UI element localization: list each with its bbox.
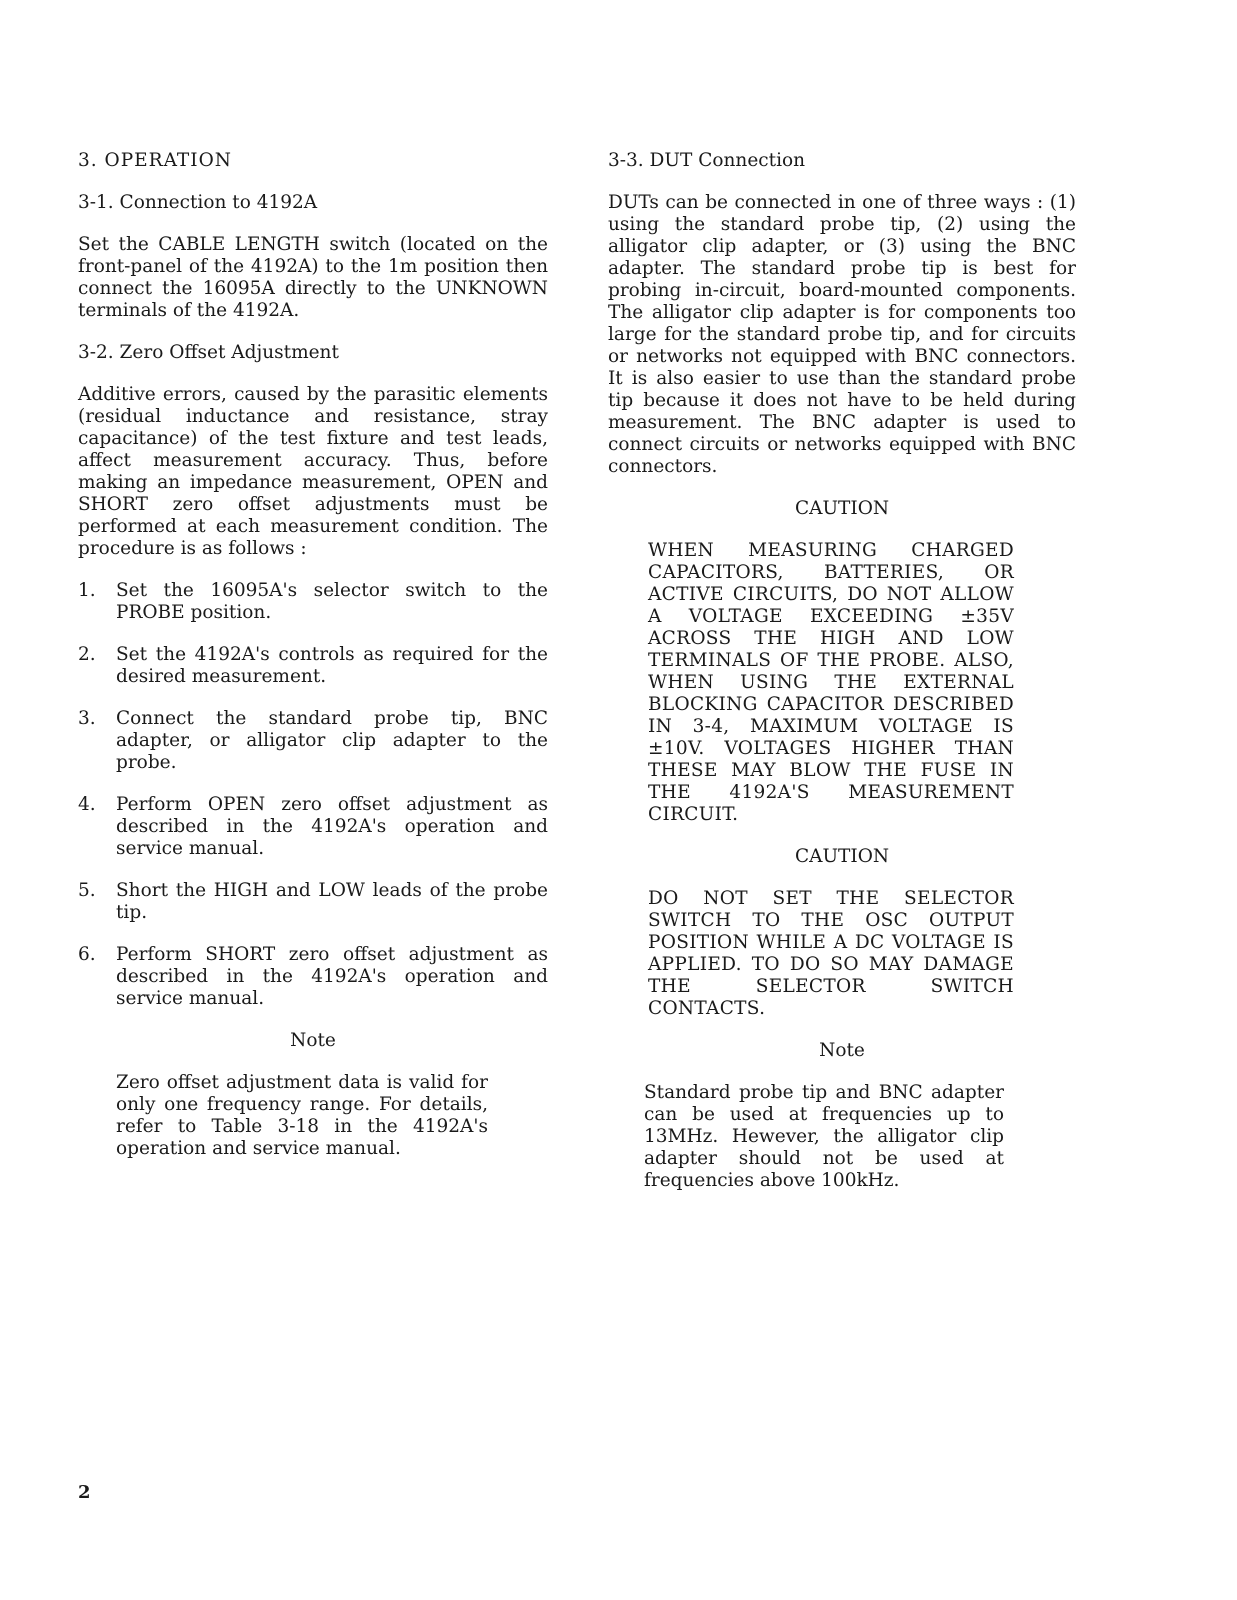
section-title: 3. OPERATION — [78, 150, 232, 171]
left-column — [78, 150, 548, 1180]
dut-connection-paragraph: DUTs can be connected in one of three ways : (1) using the standard probe tip, (2) using the alligator clip adapter, or (3) using the BNC adapter. The standard probe tip is best for probing in-circuit, board-mounted components. The alligator clip adapter is for components too large for the standard probe tip, and for circuits or networks not equipped with BNC connectors. It is also easier to use than the standard probe tip because it does not have to be held during measurement. The BNC adapter is used to connect circuits or networks equipped with BNC connectors. — [608, 192, 1076, 477]
caution-text-1: WHEN MEASURING CHARGED CAPACITORS, BATTERIES, OR ACTIVE CIRCUITS, DO NOT ALLOW A VOLTAGE EXCEEDING ±35V ACROSS THE HIGH AND LOW TERMINALS OF THE PROBE. ALSO, WHEN USING THE EXTERNAL BLOCKING CAPACITOR DESCRIBED IN 3-4, MAXIMUM VOLTAGE IS ±10V. VOLTAGES HIGHER THAN THESE MAY BLOW THE FUSE IN THE 4192A'S MEASUREMENT CIRCUIT. — [648, 540, 1014, 825]
connection-paragraph: Set the CABLE LENGTH switch (located on the front-panel of the 4192A) to the 1m position then connect the 16095A directly to the UNKNOWN terminals of the 4192A. — [78, 234, 548, 321]
step-number: 1. — [78, 580, 96, 601]
caution-text-2: DO NOT SET THE SELECTOR SWITCH TO THE OSC OUTPUT POSITION WHILE A DC VOLTAGE IS APPLIED. TO DO SO MAY DAMAGE THE SELECTOR SWITCH CONTACTS. — [648, 888, 1014, 1019]
step-number: 3. — [78, 708, 96, 729]
step-text: Perform SHORT zero offset adjustment as described in the 4192A's operation and service manual. — [116, 944, 548, 1009]
note-text-right: Standard probe tip and BNC adapter can be used at frequencies up to 13MHz. Hewever, the alligator clip adapter should not be used at frequencies above 100kHz. — [644, 1082, 1004, 1191]
step-number: 5. — [78, 880, 96, 901]
procedure-steps — [78, 580, 548, 1010]
caution-title-2: CAUTION — [794, 846, 890, 867]
subsection-title-dut-connection: 3-3. DUT Connection — [608, 150, 806, 171]
step-text: Perform OPEN zero offset adjustment as described in the 4192A's operation and service manual. — [116, 794, 548, 859]
note-title-right: Note — [819, 1040, 865, 1061]
page-number: 2 — [78, 1482, 91, 1503]
right-column — [608, 150, 1076, 1212]
subsection-title-connection: 3-1. Connection to 4192A — [78, 192, 318, 213]
list-item — [78, 580, 548, 624]
step-number: 2. — [78, 644, 96, 665]
zero-offset-paragraph: Additive errors, caused by the parasitic elements (residual inductance and resistance, stray capacitance) of the test fixture and test leads, affect measurement accuracy. Thus, before making an impedance measurement, OPEN and SHORT zero offset adjustments must be performed at each measurement condition. The procedure is as follows : — [78, 384, 548, 559]
step-text: Short the HIGH and LOW leads of the probe tip. — [116, 880, 548, 923]
step-text: Connect the standard probe tip, BNC adapter, or alligator clip adapter to the probe. — [116, 708, 548, 773]
note-title-left: Note — [290, 1030, 336, 1051]
list-item — [78, 880, 548, 924]
list-item — [78, 944, 548, 1010]
note-text-left: Zero offset adjustment data is valid for only one frequency range. For details, refer to Table 3-18 in the 4192A's operation and service manual. — [116, 1072, 488, 1159]
list-item — [78, 644, 548, 688]
step-text: Set the 16095A's selector switch to the PROBE position. — [116, 580, 548, 623]
caution-title-1: CAUTION — [794, 498, 890, 519]
list-item — [78, 794, 548, 860]
step-number: 4. — [78, 794, 96, 815]
step-text: Set the 4192A's controls as required for the desired measurement. — [116, 644, 548, 687]
subsection-title-zero-offset: 3-2. Zero Offset Adjustment — [78, 342, 339, 363]
list-item — [78, 708, 548, 774]
step-number: 6. — [78, 944, 96, 965]
